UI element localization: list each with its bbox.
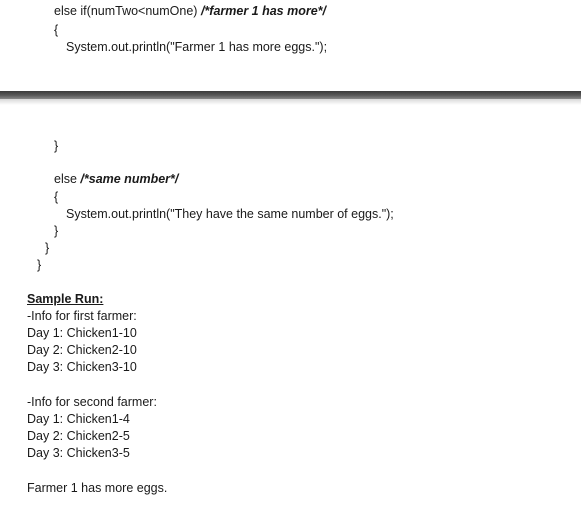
- code-open-brace: {: [54, 190, 59, 204]
- code-comment: /*same number*/: [80, 172, 179, 186]
- code-line-else: [54, 172, 178, 187]
- first-farmer-day: Day 2: Chicken2-10: [27, 343, 137, 357]
- sample-run-result: Farmer 1 has more eggs.: [27, 481, 168, 495]
- page-break-shadow: [0, 99, 581, 105]
- second-farmer-day: Day 3: Chicken3-5: [27, 446, 130, 460]
- code-close-brace: }: [54, 224, 59, 238]
- second-farmer-label: -Info for second farmer:: [27, 395, 157, 409]
- first-farmer-day: Day 1: Chicken1-10: [27, 326, 137, 340]
- page-break-divider: [0, 91, 581, 99]
- first-farmer-label: -Info for first farmer:: [27, 309, 137, 323]
- code-close-brace: }: [45, 241, 50, 255]
- code-close-brace: }: [37, 258, 42, 272]
- code-open-brace: {: [54, 23, 59, 37]
- code-close-brace: }: [54, 139, 59, 153]
- code-println-farmer1: System.out.println("Farmer 1 has more eggs.");: [66, 40, 328, 54]
- code-println-same: System.out.println("They have the same number of eggs.");: [66, 207, 394, 221]
- second-farmer-day: Day 1: Chicken1-4: [27, 412, 130, 426]
- code-comment: /*farmer 1 has more*/: [200, 4, 326, 18]
- code-text: else: [54, 172, 81, 186]
- code-line-else-if: [54, 4, 326, 19]
- code-text: else if(numTwo<numOne): [54, 4, 201, 18]
- second-farmer-day: Day 2: Chicken2-5: [27, 429, 130, 443]
- sample-run-heading: Sample Run:: [27, 292, 104, 306]
- first-farmer-day: Day 3: Chicken3-10: [27, 360, 137, 374]
